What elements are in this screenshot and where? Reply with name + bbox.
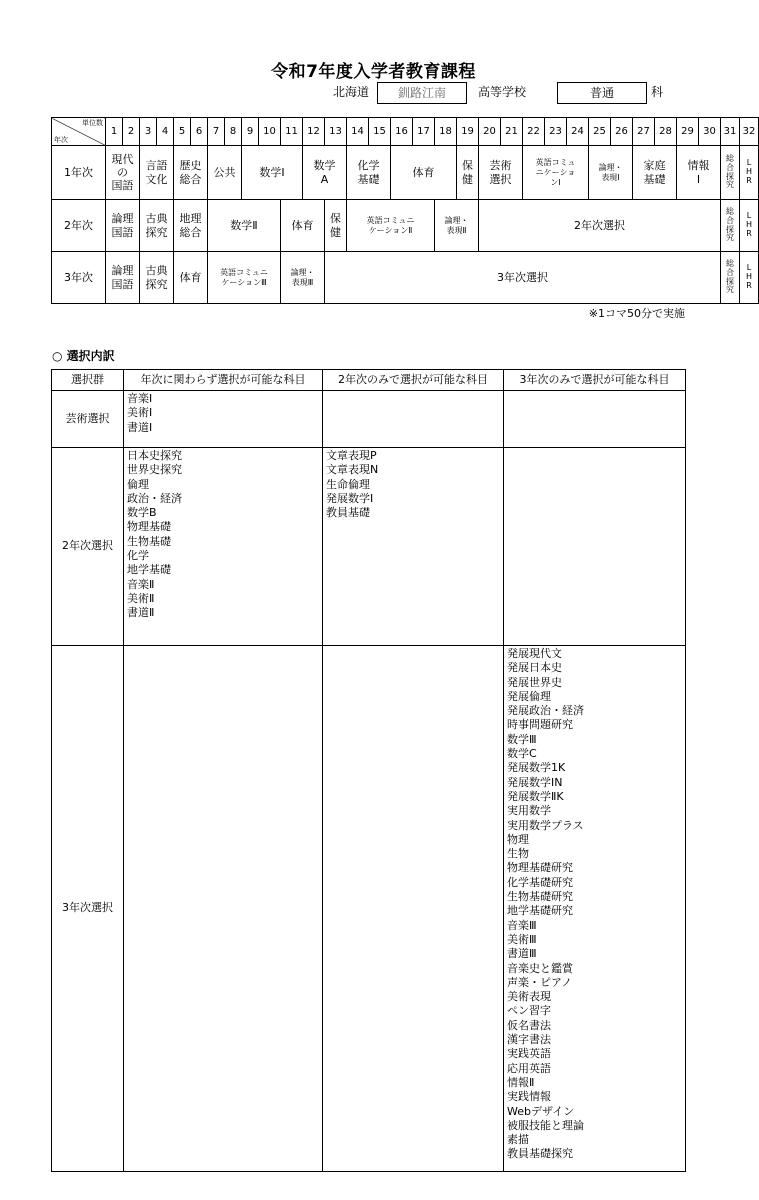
group-name: 3年次選択 (52, 646, 124, 1172)
subject-list-year2-only (323, 646, 504, 1172)
subject-item: 発展数学Ⅰ (326, 491, 374, 505)
subject-list-year2-only (323, 448, 504, 646)
subject-item: 仮名書法 (507, 1018, 551, 1032)
subject-list-any-year (124, 448, 323, 646)
group-name: 2年次選択 (52, 448, 124, 646)
unit-number: 26 (611, 118, 633, 146)
year-cell: 3年次 (52, 252, 106, 304)
unit-number: 11 (281, 118, 303, 146)
subject-item: 実用数学プラス (507, 818, 584, 832)
subject-cell: 数学Ⅱ (208, 200, 281, 252)
unit-number: 19 (457, 118, 479, 146)
selection-row-arts (52, 391, 686, 448)
unit-number: 18 (435, 118, 457, 146)
subject-item: 文章表現P (326, 449, 377, 462)
selection-heading: ○ 選択内訳 (52, 349, 115, 363)
subject-item: 政治・経済 (127, 491, 182, 505)
subject-item: 実践情報 (507, 1090, 551, 1104)
unit-number: 21 (501, 118, 523, 146)
subject-item: 被服技能と理論 (507, 1118, 584, 1132)
unit-number: 25 (589, 118, 611, 146)
subject-item: 生物基礎 (127, 534, 171, 548)
subject-cell: 情報 Ⅰ (677, 146, 721, 200)
subject-cell: 総 合 探 究 (721, 252, 740, 304)
unit-number: 30 (699, 118, 721, 146)
subject-item: 書道Ⅰ (127, 420, 153, 434)
subject-cell: 芸術 選択 (479, 146, 523, 200)
subject-cell: 歴史 総合 (174, 146, 208, 200)
subject-cell: 家庭 基礎 (633, 146, 677, 200)
subject-item: 化学基礎研究 (507, 875, 573, 889)
subject-item: 音楽Ⅰ (127, 392, 153, 405)
subject-item: 物理基礎 (127, 520, 171, 534)
subject-item: 発展日本史 (507, 661, 562, 675)
subject-item: 美術表現 (507, 990, 551, 1004)
subject-cell: 体育 (281, 200, 325, 252)
subject-item: 発展政治・経済 (507, 704, 584, 718)
subject-item: 書道Ⅲ (507, 947, 537, 961)
subject-cell: 英語コミュ ニケーショ ンⅠ (523, 146, 589, 200)
unit-number: 13 (325, 118, 347, 146)
year-row (52, 252, 759, 304)
subject-item: 倫理 (127, 477, 149, 491)
unit-number: 10 (259, 118, 281, 146)
subject-item: 発展世界史 (507, 675, 562, 689)
units-label: 単位数 (82, 119, 103, 127)
year-row (52, 146, 759, 200)
subject-cell: 3年次選択 (325, 252, 721, 304)
corner-cell (52, 118, 106, 146)
unit-number: 12 (303, 118, 325, 146)
subject-cell: 総 合 探 究 (721, 200, 740, 252)
subject-cell: 保 健 (325, 200, 347, 252)
selection-row-year2 (52, 448, 686, 646)
subject-item: 応用英語 (507, 1061, 551, 1075)
subject-cell: 論理・ 表現Ⅲ (281, 252, 325, 304)
subject-cell: 公共 (208, 146, 242, 200)
unit-number: 14 (347, 118, 369, 146)
subject-item: 発展現代文 (507, 647, 562, 660)
subject-item: 化学 (127, 549, 149, 563)
school-name-field: 釧路江南 (377, 82, 467, 104)
unit-number: 3 (140, 118, 157, 146)
subject-cell: 現代 の 国語 (106, 146, 140, 200)
year-row (52, 200, 759, 252)
subject-item: 音楽Ⅲ (507, 918, 537, 932)
subject-list-year3-only (504, 646, 686, 1172)
subject-list-any-year (124, 646, 323, 1172)
unit-number: 5 (174, 118, 191, 146)
curriculum-table (51, 117, 759, 304)
year-label: 年次 (54, 135, 68, 144)
unit-number: 9 (242, 118, 259, 146)
period-note: ※1コマ50分で実施 (588, 307, 685, 320)
subject-item: 数学B (127, 506, 157, 520)
unit-number: 29 (677, 118, 699, 146)
unit-number: 20 (479, 118, 501, 146)
subject-item: Webデザイン (507, 1104, 575, 1118)
subject-item: 美術Ⅱ (127, 591, 155, 605)
subject-cell: 体育 (174, 252, 208, 304)
subject-cell: L H R (740, 200, 759, 252)
subject-item: 実践英語 (507, 1047, 551, 1061)
unit-number: 31 (721, 118, 740, 146)
subject-item: 教員基礎 (326, 506, 370, 520)
subject-item: 地学基礎研究 (507, 904, 573, 918)
unit-number: 4 (157, 118, 174, 146)
subject-cell: 保 健 (457, 146, 479, 200)
subject-cell: L H R (740, 146, 759, 200)
subject-item: 物理基礎研究 (507, 861, 573, 875)
subject-item: 発展数学ⅠN (507, 775, 563, 789)
subject-item: 音楽Ⅱ (127, 577, 155, 591)
selection-header-row (52, 370, 686, 391)
unit-number: 1 (106, 118, 123, 146)
header-any-year: 年次に関わらず選択が可能な科目 (124, 370, 323, 391)
subject-cell: 総 合 探 究 (721, 146, 740, 200)
subject-cell: 化学 基礎 (347, 146, 391, 200)
subject-item: 実用数学 (507, 804, 551, 818)
selection-row-year3 (52, 646, 686, 1172)
subject-item: 教員基礎探究 (507, 1147, 573, 1161)
subject-item: 生物 (507, 847, 529, 861)
subject-item: 文章表現N (326, 463, 379, 477)
unit-number: 27 (633, 118, 655, 146)
subject-cell: 論理 国語 (106, 200, 140, 252)
subject-item: 書道Ⅱ (127, 606, 155, 620)
subject-item: 声楽・ピアノ (507, 975, 573, 989)
subject-item: ペン習字 (507, 1004, 551, 1018)
group-name: 芸術選択 (52, 391, 124, 448)
header-year3-only: 3年次のみで選択が可能な科目 (504, 370, 686, 391)
unit-number: 7 (208, 118, 225, 146)
subject-item: 生命倫理 (326, 477, 370, 491)
unit-number: 28 (655, 118, 677, 146)
subject-item: 数学Ⅲ (507, 732, 537, 746)
subject-cell: 数学Ⅰ (242, 146, 303, 200)
unit-number: 23 (545, 118, 567, 146)
unit-number: 17 (413, 118, 435, 146)
subject-item: 美術Ⅰ (127, 406, 153, 420)
subject-item: 発展数学ⅡK (507, 789, 564, 803)
year-cell: 1年次 (52, 146, 106, 200)
subject-item: 美術Ⅲ (507, 932, 537, 946)
subject-cell: 英語コミュニ ケーションⅢ (208, 252, 281, 304)
subject-cell: 英語コミュニ ケーションⅡ (347, 200, 435, 252)
subject-cell: 論理・ 表現Ⅱ (435, 200, 479, 252)
subject-cell: 地理 総合 (174, 200, 208, 252)
unit-number: 15 (369, 118, 391, 146)
subject-item: 漢字書法 (507, 1033, 551, 1047)
subject-item: 物理 (507, 832, 529, 846)
subject-item: 発展倫理 (507, 689, 551, 703)
selection-table (51, 369, 686, 1172)
subject-item: 世界史探究 (127, 463, 182, 477)
subject-item: 数学C (507, 747, 537, 761)
subject-cell: L H R (740, 252, 759, 304)
unit-number: 2 (123, 118, 140, 146)
unit-number-row (52, 118, 759, 146)
subject-list-any-year (124, 391, 323, 448)
subject-list-year2-only (323, 391, 504, 448)
subject-list-year3-only (504, 448, 686, 646)
subject-item: 情報Ⅱ (507, 1075, 535, 1089)
subject-cell: 古典 探究 (140, 200, 174, 252)
subject-item: 発展数学1K (507, 761, 566, 775)
subject-item: 素描 (507, 1133, 529, 1147)
subject-list-year3-only (504, 391, 686, 448)
header-year2-only: 2年次のみで選択が可能な科目 (323, 370, 504, 391)
unit-number: 22 (523, 118, 545, 146)
course-field: 普通 (557, 82, 647, 104)
prefecture-label: 北海道 (333, 85, 370, 99)
course-suffix-label: 科 (651, 85, 664, 99)
unit-number: 32 (740, 118, 759, 146)
subject-cell: 数学 A (303, 146, 347, 200)
subject-item: 日本史探究 (127, 449, 182, 462)
page-title: 令和7年度入学者教育課程 (271, 62, 476, 82)
subject-cell: 2年次選択 (479, 200, 721, 252)
header-group: 選択群 (52, 370, 124, 391)
subject-cell: 言語 文化 (140, 146, 174, 200)
unit-number: 6 (191, 118, 208, 146)
unit-number: 8 (225, 118, 242, 146)
subject-item: 時事問題研究 (507, 718, 573, 732)
subject-cell: 論理 国語 (106, 252, 140, 304)
subject-item: 生物基礎研究 (507, 890, 573, 904)
subject-item: 地学基礎 (127, 563, 171, 577)
year-cell: 2年次 (52, 200, 106, 252)
subject-item: 音楽史と鑑賞 (507, 961, 573, 975)
subject-cell: 論理・ 表現Ⅰ (589, 146, 633, 200)
unit-number: 16 (391, 118, 413, 146)
school-type-label: 高等学校 (478, 85, 527, 99)
unit-number: 24 (567, 118, 589, 146)
subject-cell: 古典 探究 (140, 252, 174, 304)
subject-cell: 体育 (391, 146, 457, 200)
